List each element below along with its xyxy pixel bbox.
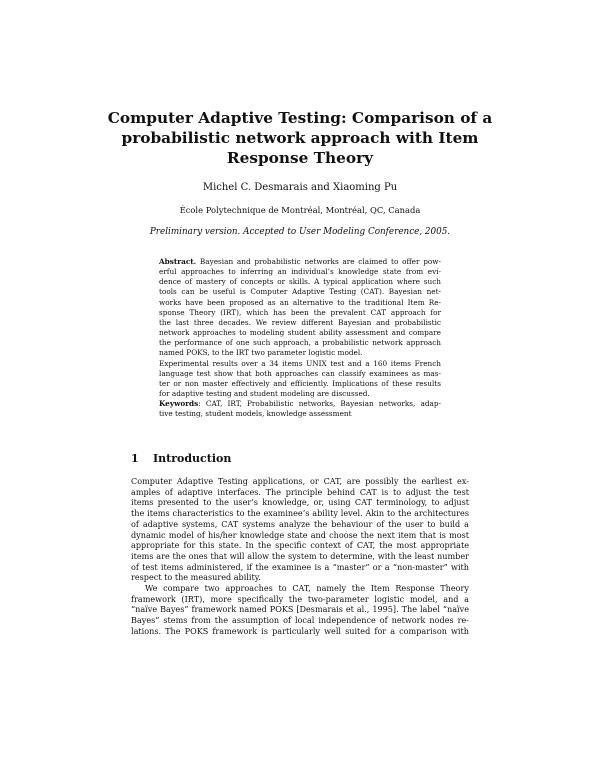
publication-note: Preliminary version. Accepted to User Modeling Conference, 2005. <box>149 227 451 237</box>
body-line: We compare two approaches to CAT, namely the Item Response Theory <box>145 583 469 594</box>
keywords-text: : CAT, IRT, Probabilistic networks, Bayesian networks, adap- <box>198 399 441 409</box>
abstract <box>159 257 441 420</box>
body-line: items are the ones that will allow the system to determine, with the least number <box>131 550 469 561</box>
title-line: probabilistic network approach with Item <box>121 129 479 147</box>
body-line: framework (IRT), more specifically the two-parameter logistic model, and a <box>131 593 469 604</box>
body-line: of test items administered, if the examinee is a “master” or a “non-master” with <box>131 561 469 572</box>
section-number: 1 <box>131 452 139 465</box>
section-title: Introduction <box>153 452 232 465</box>
keywords-line: tive testing, student models, knowledge assessment <box>159 409 352 419</box>
body-line: respect to the measured ability. <box>131 572 261 583</box>
abstract-line: works have been proposed as an alternative to the traditional Item Re- <box>159 297 441 307</box>
title-line: Response Theory <box>226 149 374 167</box>
body-line: items presented to the user’s knowledge, or, using CAT terminology, to adjust <box>131 497 469 508</box>
body-line: dynamic model of his/her knowledge state and choose the next item that is most <box>131 529 469 540</box>
body-line: amples of adaptive interfaces. The principle behind CAT is to adjust the test <box>131 486 469 497</box>
body-line: of adaptive systems, CAT systems analyze the behaviour of the user to build a <box>131 518 469 529</box>
abstract-line: erful approaches to inferring an individual’s knowledge state from evi- <box>159 267 441 277</box>
body-line: Bayes” stems from the assumption of local independence of network nodes re- <box>131 615 469 626</box>
paper-title <box>100 108 500 168</box>
body-line: Computer Adaptive Testing applications, or CAT, are possibly the earliest ex- <box>131 476 469 486</box>
abstract-line: named POKS, to the IRT two parameter logistic model. <box>159 348 363 358</box>
body-line: lations. The POKS framework is particularly well suited for a comparison with <box>131 625 469 636</box>
abstract-line: for adaptive testing and student modeling are discussed. <box>159 389 370 399</box>
abstract-line: dence of mastery of concepts or skills. A typical application where such <box>159 277 441 287</box>
keywords-line <box>159 399 441 409</box>
keywords-label: Keywords <box>159 399 199 409</box>
paper-authors: Michel C. Desmarais and Xiaoming Pu <box>202 182 398 193</box>
abstract-text: Bayesian and probabilistic networks are claimed to offer pow- <box>199 257 441 266</box>
title-line: Computer Adaptive Testing: Comparison of a <box>107 109 493 127</box>
paper-affiliation: École Polytechnique de Montréal, Montréal, QC, Canada <box>179 205 421 215</box>
body-line: appropriate for this state. In the specific context of CAT, the most appropriate <box>131 540 469 551</box>
abstract-label: Abstract. <box>159 257 197 266</box>
abstract-line <box>159 257 441 267</box>
abstract-line: the last three decades. We review different Bayesian and probabilistic <box>159 317 441 327</box>
abstract-line: Experimental results over a 34 items UNIX test and a 160 items French <box>159 358 441 368</box>
abstract-line: language test show that both approaches can classify examinees as mas- <box>159 368 441 378</box>
body-line: the items characteristics to the examinee’s ability level. Akin to the architectures <box>131 508 469 519</box>
abstract-line: tools can be useful is Computer Adaptive Testing (CAT). Bayesian net- <box>159 287 441 297</box>
abstract-line: sponse Theory (IRT), which has been the prevalent CAT approach for <box>159 307 441 317</box>
abstract-line: the performance of one such approach, a probabilistic network approach <box>159 338 441 348</box>
body-line: “naïve Bayes” framework named POKS [Desmarais et al., 1995]. The label “naïve <box>131 604 469 615</box>
abstract-line: ter or non master effectively and efficiently. Implications of these results <box>159 378 441 388</box>
body-text <box>131 476 469 637</box>
abstract-line: network approaches to modeling student ability assessment and compare <box>159 328 441 338</box>
section-heading <box>131 452 231 466</box>
